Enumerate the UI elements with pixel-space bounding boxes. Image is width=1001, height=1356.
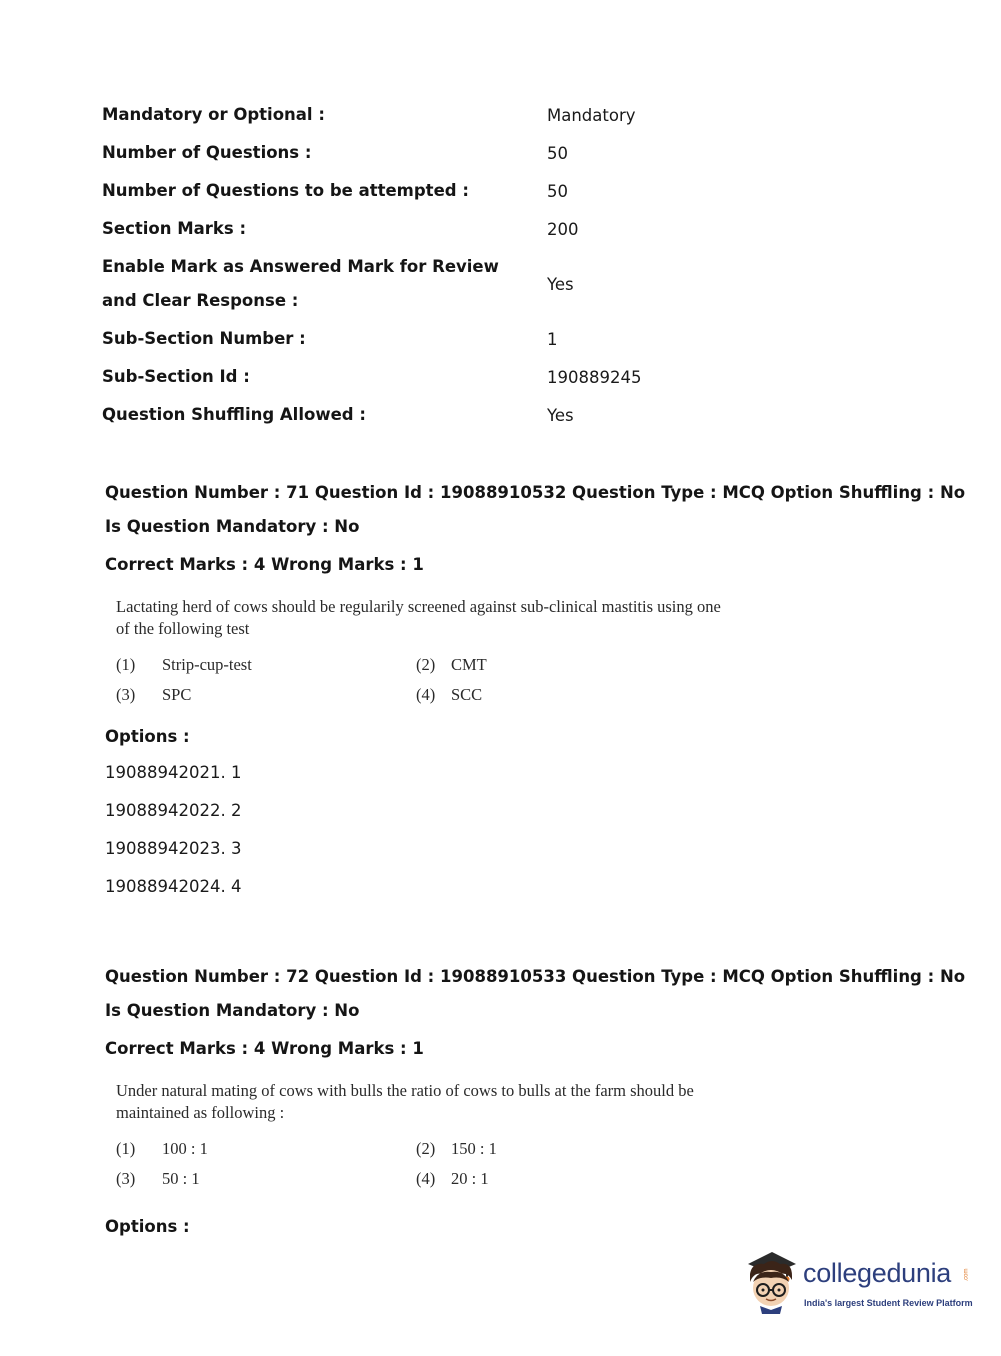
option-item: 19088942023. 3: [105, 839, 242, 858]
info-value: Yes: [547, 274, 574, 294]
question-text: Under natural mating of cows with bulls the ratio of cows to bulls at the farm should be maintained as following :: [116, 1081, 694, 1122]
choice-text: SPC: [162, 685, 192, 704]
info-label: Enable Mark as Answered Mark for Review and Clear Response :: [102, 257, 499, 310]
info-value: 200: [547, 219, 579, 239]
choice-text: 50 : 1: [162, 1169, 200, 1188]
logo-com: .com: [963, 1268, 970, 1282]
info-row-sub-section-number: [102, 320, 742, 358]
collegedunia-logo: [742, 1250, 972, 1320]
choice-1: [116, 1138, 416, 1160]
choice-3: [116, 1168, 416, 1190]
question-mandatory: Is Question Mandatory : No: [105, 1001, 360, 1020]
info-row-sub-section-id: [102, 358, 742, 396]
choice-number: (4): [416, 1169, 436, 1188]
choice-number: (1): [116, 655, 136, 674]
info-value: 50: [547, 143, 568, 163]
question-header: Question Number : 72 Question Id : 19088910533 Question Type : MCQ Option Shuffling : No: [105, 967, 966, 986]
question-72: [105, 960, 966, 1244]
info-value: 50: [547, 181, 568, 201]
section-info-table: [102, 96, 742, 434]
info-label: Mandatory or Optional :: [102, 105, 325, 124]
choice-2: [416, 1138, 716, 1160]
choice-number: (1): [116, 1139, 136, 1158]
answer-choices: [116, 654, 925, 706]
question-header: Question Number : 71 Question Id : 19088910532 Question Type : MCQ Option Shuffling : No: [105, 483, 966, 502]
info-label: Question Shuffling Allowed :: [102, 405, 366, 424]
question-marks: Correct Marks : 4 Wrong Marks : 1: [105, 555, 424, 574]
logo-tagline: India's largest Student Review Platform: [804, 1298, 973, 1308]
choice-text: SCC: [451, 685, 483, 704]
choice-text: 20 : 1: [451, 1169, 489, 1188]
choice-1: [116, 654, 416, 676]
choice-text: Strip-cup-test: [162, 655, 252, 674]
choice-2: [416, 654, 716, 676]
info-label: Number of Questions :: [102, 143, 312, 162]
choice-number: (3): [116, 1169, 136, 1188]
choice-number: (4): [416, 685, 436, 704]
option-item: 19088942021. 1: [105, 763, 242, 782]
info-row-questions-attempted: [102, 172, 742, 210]
options-label: Options :: [105, 1217, 190, 1236]
choice-4: [416, 684, 716, 706]
info-row-mandatory: [102, 96, 742, 134]
question-mandatory: Is Question Mandatory : No: [105, 517, 360, 536]
student-mascot-icon: [742, 1250, 802, 1316]
choice-text: 100 : 1: [162, 1139, 208, 1158]
choice-text: CMT: [451, 655, 487, 674]
choice-number: (2): [416, 655, 436, 674]
info-value: Yes: [547, 405, 574, 425]
info-value: 1: [547, 329, 558, 349]
choice-number: (3): [116, 685, 136, 704]
question-marks: Correct Marks : 4 Wrong Marks : 1: [105, 1039, 424, 1058]
info-row-enable-mark: [102, 248, 742, 320]
option-item: 19088942024. 4: [105, 877, 242, 896]
question-text: Lactating herd of cows should be regularily screened against sub-clinical mastitis using one of the following test: [116, 597, 721, 638]
info-value: Mandatory: [547, 105, 636, 125]
answer-choices: [116, 1138, 925, 1190]
choice-number: (2): [416, 1139, 436, 1158]
info-row-number-of-questions: [102, 134, 742, 172]
info-label: Number of Questions to be attempted :: [102, 181, 469, 200]
question-71: [105, 476, 966, 906]
info-row-shuffling: [102, 396, 742, 434]
info-label: Sub-Section Id :: [102, 367, 250, 386]
choice-4: [416, 1168, 716, 1190]
logo-name: collegedunia: [803, 1258, 952, 1288]
info-row-section-marks: [102, 210, 742, 248]
info-value: 190889245: [547, 367, 642, 387]
option-item: 19088942022. 2: [105, 801, 242, 820]
options-label: Options :: [105, 727, 190, 746]
choice-3: [116, 684, 416, 706]
info-label: Section Marks :: [102, 219, 247, 238]
choice-text: 150 : 1: [451, 1139, 497, 1158]
info-label: Sub-Section Number :: [102, 329, 306, 348]
